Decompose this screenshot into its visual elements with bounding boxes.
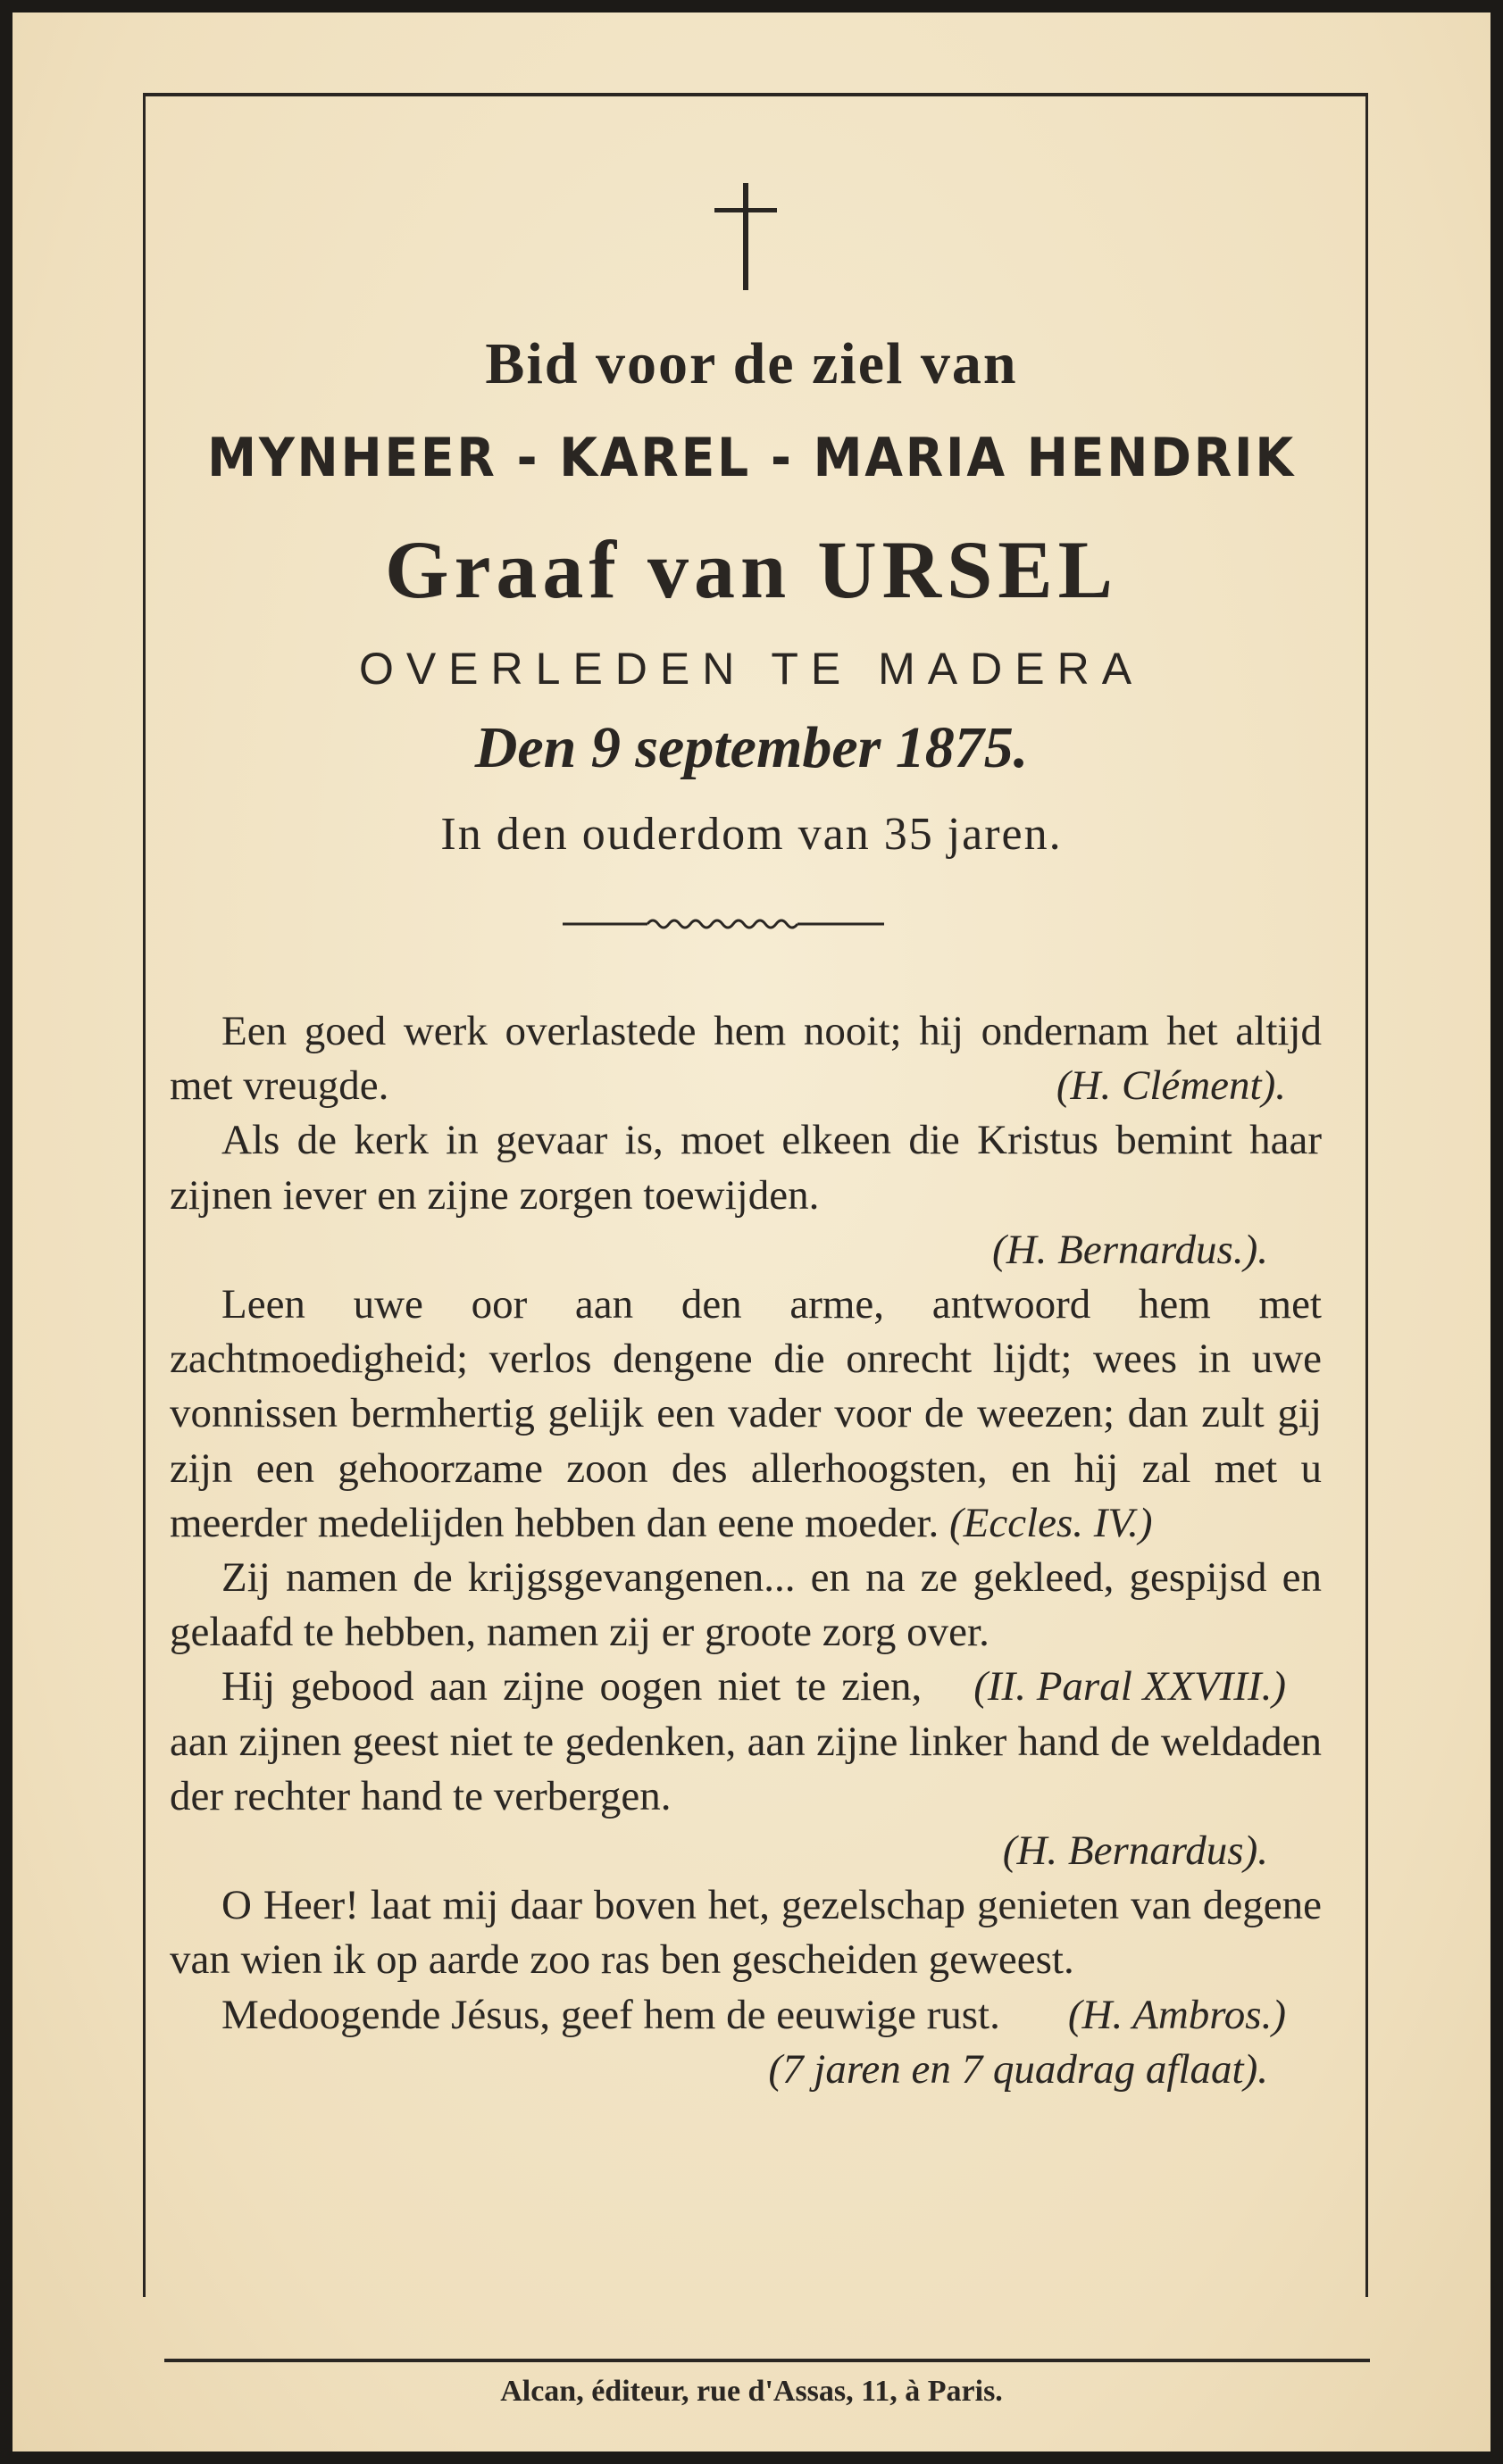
paragraph-source: (7 jaren en 7 quadrag aflaat). [768, 2045, 1268, 2093]
publisher-footer: Alcan, éditeur, rue d'Assas, 11, à Paris. [500, 2375, 1003, 2408]
ornament-divider-icon [563, 911, 884, 937]
heading-date: Den 9 september 1875. [474, 715, 1029, 780]
paragraph-text: O Heer! laat mij daar boven het, gezelschap genieten van degene van wien ik op aarde zoo ras ben gescheiden geweest. [170, 1882, 1322, 1984]
paragraph-text: Als de kerk in gevaar is, moet elkeen die Kristus bemint haar zijnen iever en zijne zorgen toewijden. [170, 1117, 1322, 1219]
paragraph-source: (H. Bernardus). [1002, 1827, 1268, 1875]
cross-icon [714, 183, 777, 290]
paragraph-text: Een goed werk overlastede hem nooit; hij ondernam het altijd met vreugde. [170, 1008, 1322, 1110]
paragraph-text: Leen uwe oor aan den arme, antwoord hem met zachtmoedigheid; verlos dengene die onrecht lijdt; wees in uwe vonnissen bermhertig gelijk een vader voor de weezen; dan zult gij zijn een gehoorzame zoon des allerhoogsten, en hij zal met u meerder medelijden hebben dan eene moeder. [170, 1281, 1322, 1546]
paragraph [170, 1113, 1322, 1278]
paragraph-text: Zij namen de krijgsgevangenen... en na ze gekleed, gespijsd en gelaafd te hebben, namen zij er groote zorg over. [170, 1554, 1322, 1656]
heading-name-first: MYNHEER - KAREL - MARIA HENDRIK [207, 427, 1296, 489]
paragraph-source: (II. Paral XXVIII.) [973, 1663, 1286, 1711]
paragraph-source: (H. Bernardus.). [992, 1226, 1268, 1273]
paragraph [170, 1004, 1322, 1113]
paragraph-text: Medoogende Jésus, geef hem de eeuwige rust. [221, 1991, 1000, 2038]
paragraph-source: (H. Ambros.) [1067, 1991, 1286, 2038]
paragraph-source: (Eccles. IV.) [949, 1499, 1153, 1546]
heading-name-title: Graaf van URSEL [385, 524, 1118, 615]
heading-age: In den ouderdom van 35 jaren. [440, 809, 1063, 860]
bottom-rule [164, 2359, 1370, 2362]
prayer-text [170, 1004, 1322, 2097]
paragraph-source: (H. Clément). [1056, 1062, 1286, 1110]
heading-died-at: OVERLEDEN TE MADERA [358, 644, 1145, 694]
paragraph [170, 1278, 1322, 1551]
heading-title: Bid voor de ziel van [485, 331, 1018, 396]
paragraph-text: Hij gebood aan zijne oogen niet te zien, aan zijnen geest niet te gedenken, aan zijne linker hand de weldaden der rechter hand te verbergen. [170, 1663, 1322, 1819]
paragraph [170, 1551, 1322, 1711]
